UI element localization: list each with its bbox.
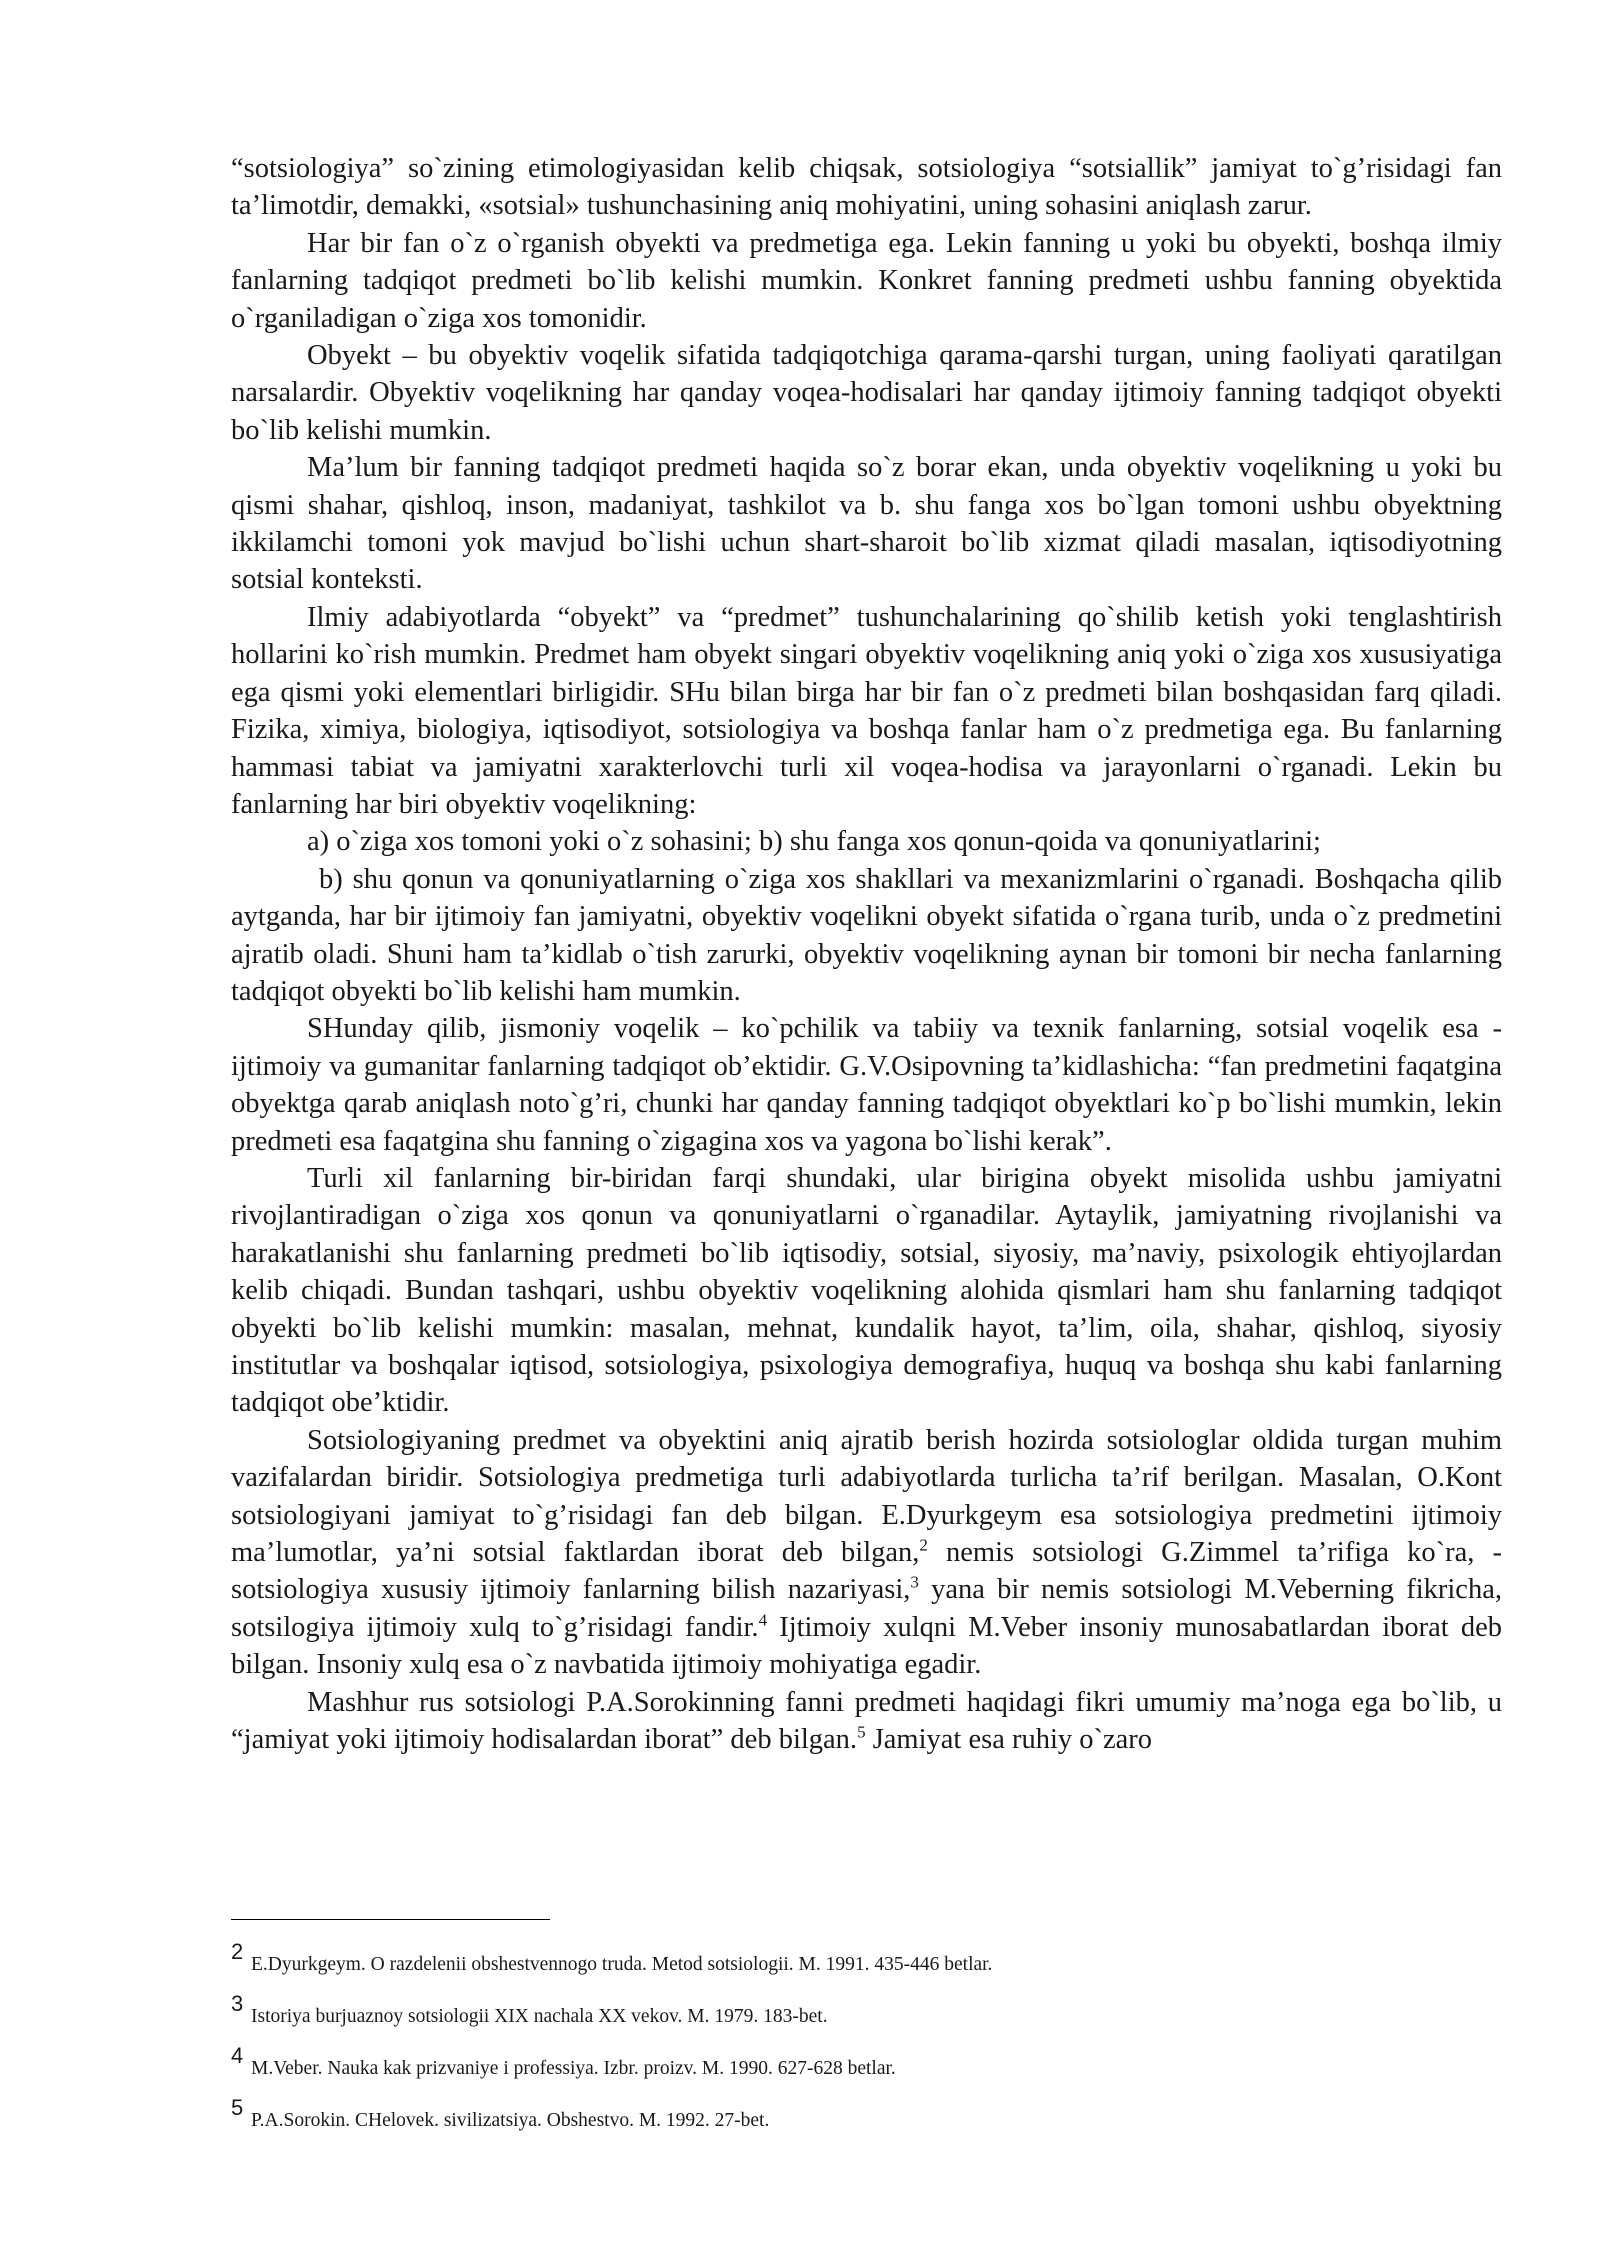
paragraph-text: a) o`ziga xos tomoni yoki o`z sohasini; b) shu fanga xos qonun-qoida va qonuniyatlarini; xyxy=(307,826,1321,858)
paragraph-text: Mashhur rus sotsiologi P.A.Sorokinning fanni predmeti haqidagi fikri umumiy ma’noga ega bo`lib, u “jamiyat yoki ijtimoiy hodisalardan iborat” deb bilgan. xyxy=(231,1686,1502,1756)
paragraph xyxy=(231,150,1502,225)
paragraph-text: Ilmiy adabiyotlarda “obyekt” va “predmet” tushunchalarining qo`shilib ketish yoki tenglashtirish hollarini ko`rish mumkin. Predmet ham obyekt singari obyektiv voqelikning aniq yoki o`ziga xos xususiyatiga ega qismi yoki elementlari birligidir. SHu bilan birga har bir fan o`z predmeti bilan boshqasidan farq qiladi. Fizika, ximiya, biologiya, iqtisodiyot, sotsiologiya va boshqa fanlar ham o`z predmetiga ega. Bu fanlarning hammasi tabiat va jamiyatni xarakterlovchi turli xil voqea-hodisa va jarayonlarni o`rganadi. Lekin bu fanlarning har biri obyektiv voqelikning: xyxy=(231,601,1502,820)
paragraph-text: Ijtimoiy xulqni M.Veber insoniy munosabatlardan iborat deb bilgan. Insoniy xulq esa o`z navbatida ijtimoiy mohiyatiga egadir. xyxy=(231,1611,1503,1681)
paragraph-text: yana bir nemis sotsiologi M.Veberning fikricha, sotsilogiya ijtimoiy xulq to`g’risidagi fandir. xyxy=(231,1574,1502,1643)
paragraph-text: Jamiyat esa ruhiy o`zaro xyxy=(865,1724,1153,1756)
footnote-reference[interactable]: 5 xyxy=(857,1722,866,1742)
footnote-reference[interactable]: 4 xyxy=(758,1610,768,1630)
paragraph xyxy=(231,1010,1502,1160)
paragraph-text: “sotsiologiya” so`zining etimologiyasidan kelib chiqsak, sotsiologiya “sotsiallik” jamiyat to`g’risidagi fan ta’limotdir, demakki, «sotsial» tushunchasining aniq mohiyatini, uning sohasini aniqlash zarur. xyxy=(231,153,1502,222)
footnote-number: 2 xyxy=(231,1939,244,1964)
footnote-separator xyxy=(231,1919,550,1920)
footnote-text: M.Veber. Nauka kak prizvaniye i professiya. Izbr. proizv. M. 1990. 627-628 betlar. xyxy=(251,2058,896,2079)
paragraph xyxy=(231,823,1502,860)
paragraph xyxy=(231,449,1502,599)
footnote-number: 5 xyxy=(231,2095,244,2120)
document-body xyxy=(231,150,1502,1758)
footnote-reference[interactable]: 3 xyxy=(910,1572,919,1592)
footnote-text: Istoriya burjuaznoy sotsiologii XIX nachala XX vekov. M. 1979. 183-bet. xyxy=(251,2006,828,2027)
paragraph-text: Obyekt – bu obyektiv voqelik sifatida tadqiqotchiga qarama-qarshi turgan, uning faoliyati qaratilgan narsalardir. Obyektiv voqelikning har qanday voqea-hodisalari har qanday ijtimoiy fanning tadqiqot obyekti bo`lib kelishi mumkin. xyxy=(231,340,1502,446)
paragraph xyxy=(231,861,1502,1011)
paragraph xyxy=(231,225,1502,337)
paragraph-text: SHunday qilib, jismoniy voqelik – ko`pchilik va tabiiy va texnik fanlarning, sotsial voqelik esa - ijtimoiy va gumanitar fanlarning tadqiqot ob’ektidir. G.V.Osipovning ta’kidlashicha: “fan predmetini faqatgina obyektga qarab aniqlash noto`g’ri, chunki har qanday fanning tadqiqot obyektlari ko`p bo`lishi mumkin, lekin predmeti esa faqatgina shu fanning o`zigagina xos va yagona bo`lishi kerak”. xyxy=(231,1013,1502,1157)
paragraph-text: b) shu qonun va qonuniyatlarning o`ziga xos shakllari va mexanizmlarini o`rganadi. Boshqacha qilib aytganda, har bir ijtimoiy fan jamiyatni, obyektiv voqelikni obyekt sifatida o`rgana turib, unda o`z predmetini ajratib oladi. Shuni ham ta’kidlab o`tish zarurki, obyektiv voqelikning aynan bir tomoni bir necha fanlarning tadqiqot obyekti bo`lib kelishi ham mumkin. xyxy=(231,863,1502,1007)
paragraph-text: Har bir fan o`z o`rganish obyekti va predmetiga ega. Lekin fanning u yoki bu obyekti, boshqa ilmiy fanlarning tadqiqot predmeti bo`lib kelishi mumkin. Konkret fanning predmeti ushbu fanning obyektida o`rganiladigan o`ziga xos tomonidir. xyxy=(231,227,1502,334)
paragraph xyxy=(231,1422,1502,1684)
footnote-number: 4 xyxy=(231,2043,244,2068)
footnote-reference[interactable]: 2 xyxy=(919,1535,928,1555)
paragraph xyxy=(231,1684,1502,1759)
paragraph xyxy=(231,337,1502,449)
paragraph-text: Turli xil fanlarning bir-biridan farqi shundaki, ular birigina obyekt misolida ushbu jamiyatni rivojlantiradigan o`ziga xos qonun va qonuniyatlarni o`rganadilar. Aytaylik, jamiyatning rivojlanishi va harakatlanishi shu fanlarning predmeti bo`lib iqtisodiy, sotsial, siyosiy, ma’naviy, psixologik ehtiyojlardan kelib chiqadi. Bundan tashqari, ushbu obyektiv voqelikning alohida qismlari ham shu fanlarning tadqiqot obyekti bo`lib kelishi mumkin: masalan, mehnat, kundalik hayot, ta’lim, oila, shahar, qishloq, siyosiy institutlar va boshqalar iqtisod, sotsiologiya, psixologiya demografiya, huquq va boshqa shu kabi fanlarning tadqiqot obe’ktidir. xyxy=(231,1162,1502,1419)
paragraph xyxy=(231,599,1502,823)
paragraph-text: Sotsiologiyaning predmet va obyektini aniq ajratib berish hozirda sotsiologlar oldida turgan muhim vazifalardan biridir. Sotsiologiya predmetiga turli adabiyotlarda turlicha ta’rif berilgan. Masalan, O.Kont sotsiologiyani jamiyat to`g’risidagi fan deb bilgan. E.Dyurkgeym esa sotsiologiya predmetini ijtimoiy ma’lumotlar, ya’ni sotsial faktlardan iborat deb bilgan, xyxy=(231,1424,1502,1569)
paragraph-text: nemis sotsiologi G.Zimmel ta’rifiga ko`ra, - sotsiologiya xususiy ijtimoiy fanlarning bilish nazariyasi, xyxy=(231,1537,1502,1606)
footnote-text: E.Dyurkgeym. O razdelenii obshestvennogo truda. Metod sotsiologii. M. 1991. 435-446 betlar. xyxy=(251,1954,993,1975)
footnote-number: 3 xyxy=(231,1991,244,2016)
paragraph xyxy=(231,1160,1502,1422)
footnote-text: P.A.Sorokin. CHelovek. sivilizatsiya. Obshestvo. M. 1992. 27-bet. xyxy=(251,2110,770,2131)
paragraph-text: Ma’lum bir fanning tadqiqot predmeti haqida so`z borar ekan, unda obyektiv voqelikning u yoki bu qismi shahar, qishloq, inson, madaniyat, tashkilot va b. shu fanga xos bo`lgan tomoni ushbu obyektning ikkilamchi tomoni yok mavjud bo`lishi uchun shart-sharoit bo`lib xizmat qiladi masalan, iqtisodiyotning sotsial konteksti. xyxy=(231,452,1502,596)
